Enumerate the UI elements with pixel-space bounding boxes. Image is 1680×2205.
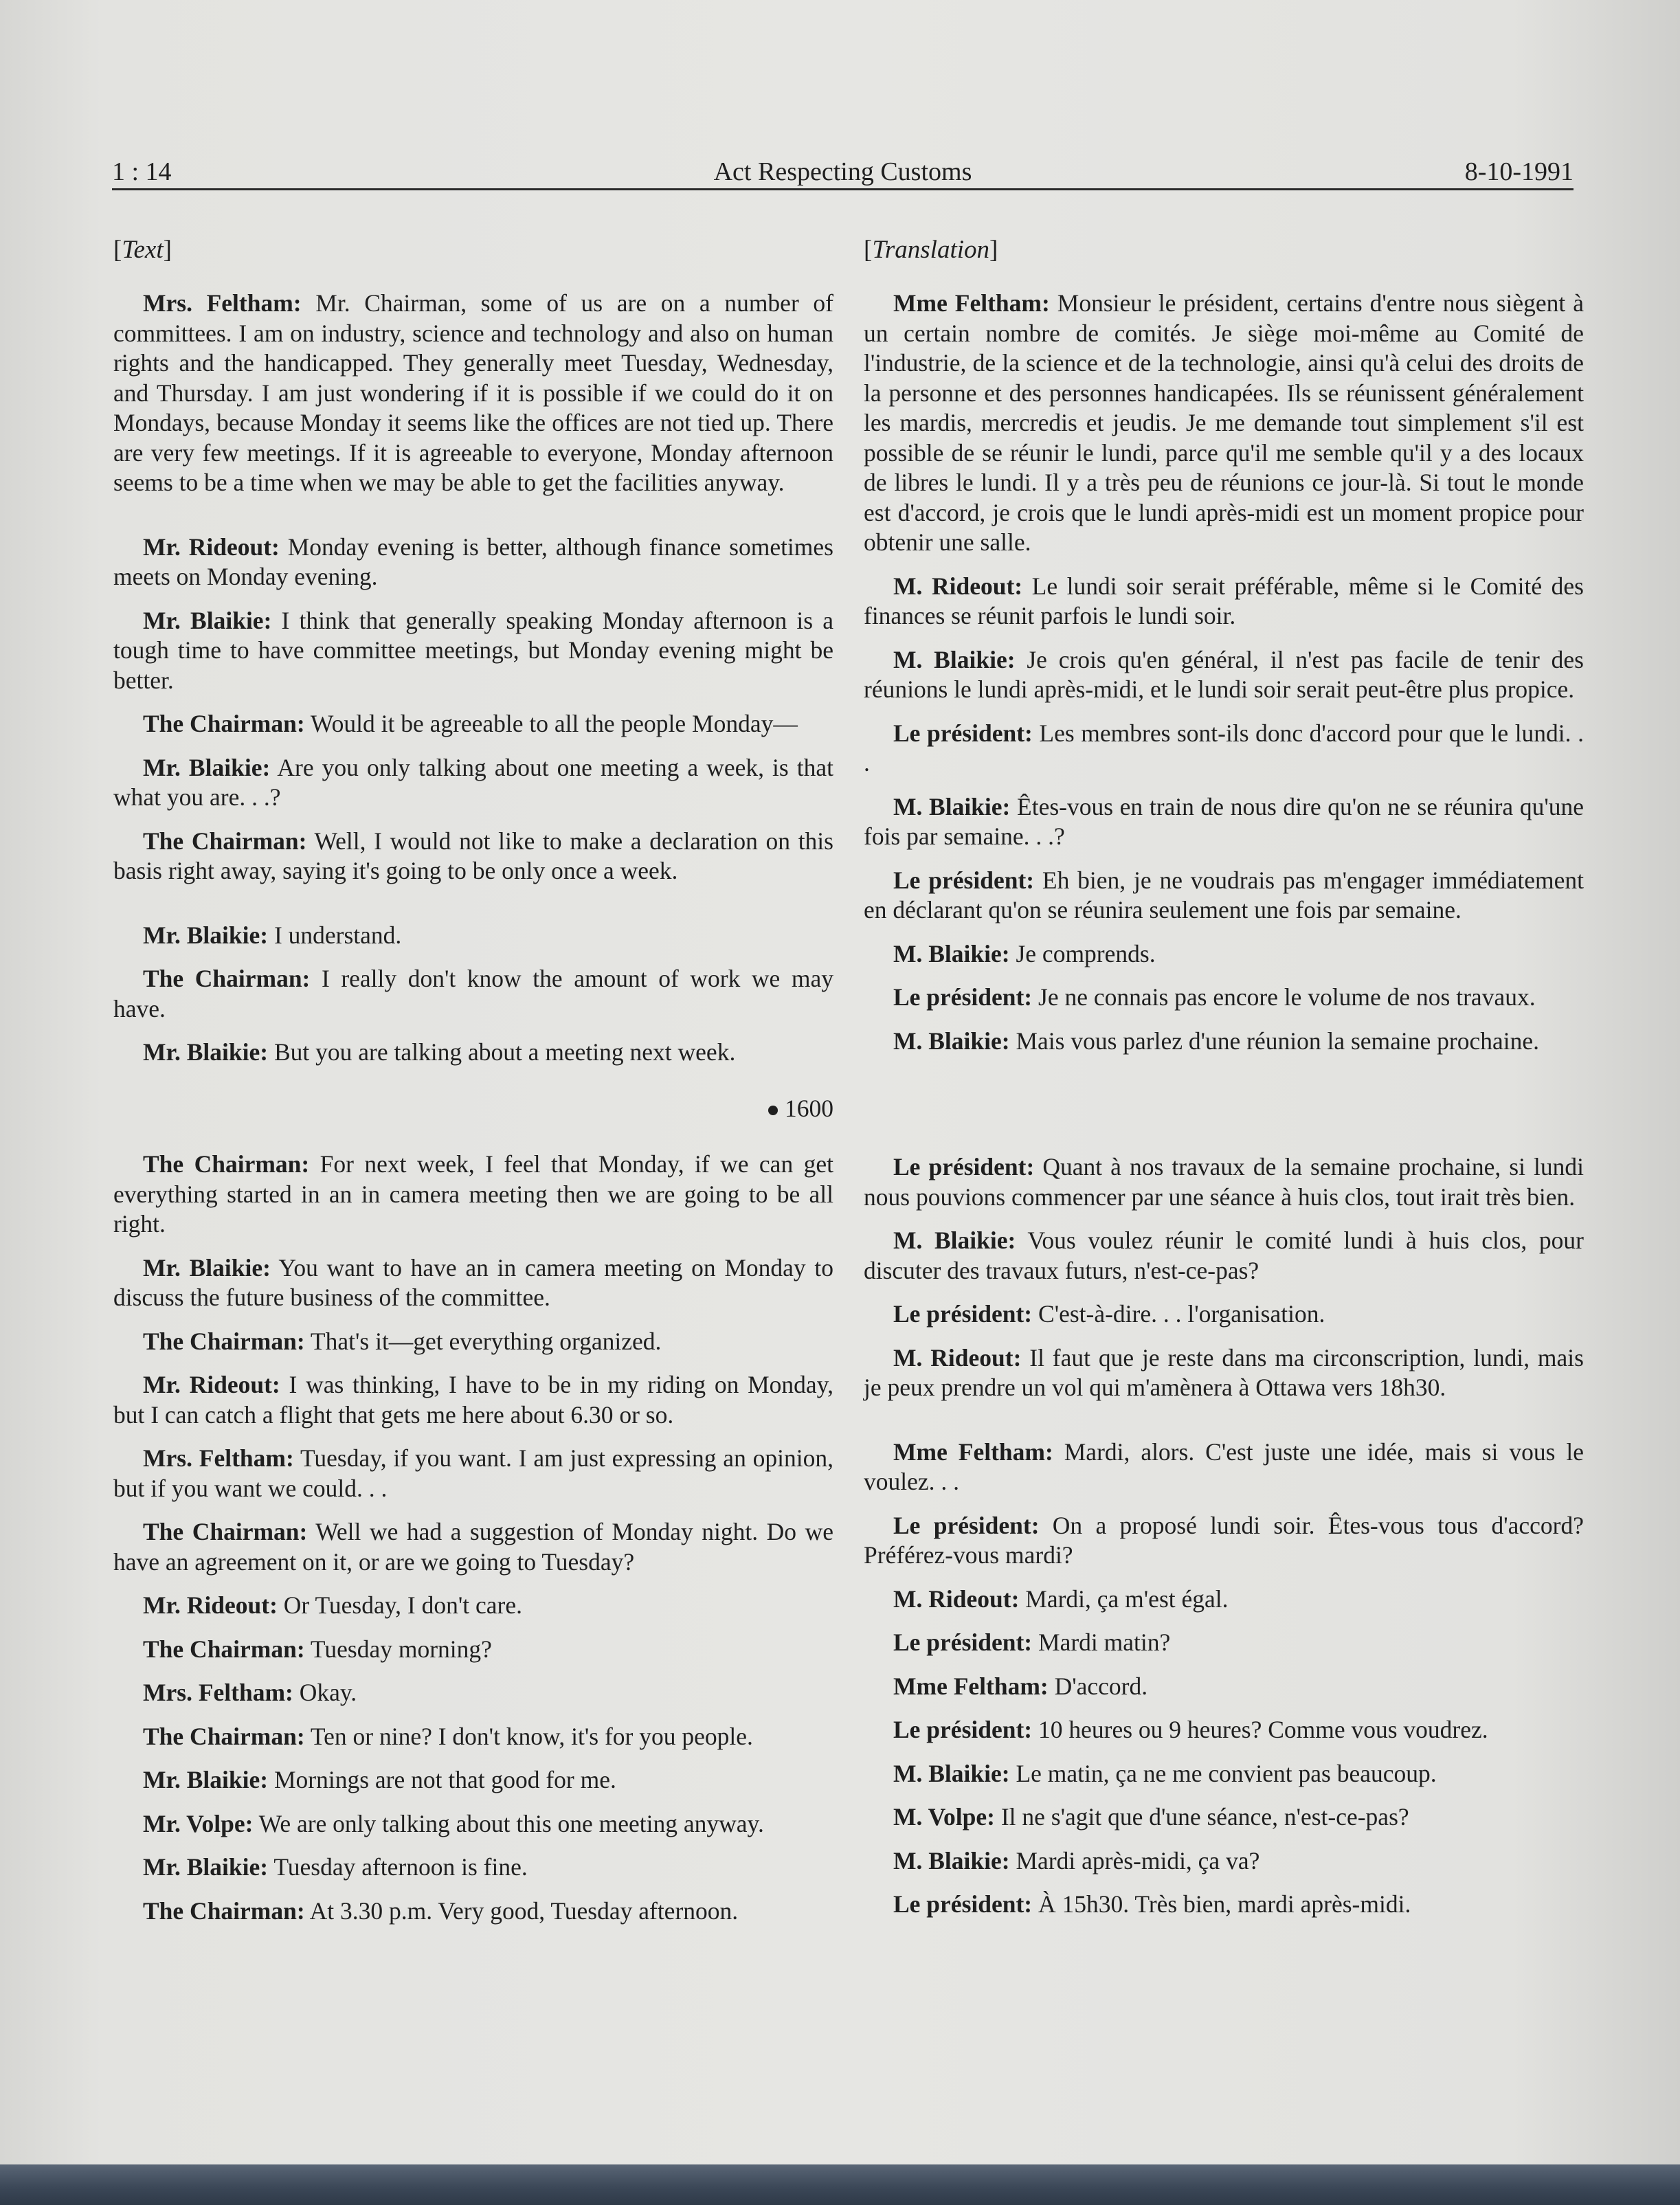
speech-paragraph: Mr. Rideout: I was thinking, I have to be in my riding on Monday, but I can catch a flight that gets me here about 6.30 or so. xyxy=(113,1371,833,1429)
speech-paragraph: The Chairman: Ten or nine? I don't know, it's for you people. xyxy=(143,1722,753,1750)
speech-paragraph: Mrs. Feltham: Okay. xyxy=(143,1679,357,1706)
speech-paragraph: The Chairman: Would it be agreeable to all the people Monday— xyxy=(143,710,798,737)
page-header xyxy=(112,153,1573,191)
book-binding-edge xyxy=(0,2164,1680,2205)
speech-paragraph: Mr. Blaikie: Are you only talking about one meeting a week, is that what you are. . .? xyxy=(113,753,834,811)
speech-paragraph: The Chairman: I really don't know the amount of work we may have. xyxy=(113,965,833,1022)
speech-paragraph: Mme Feltham: Mardi, alors. C'est juste une idée, mais si vous le voulez. . . xyxy=(864,1437,1584,1495)
speech-paragraph: Mr. Rideout: Or Tuesday, I don't care. xyxy=(143,1591,522,1619)
speech-paragraph: M. Blaikie: Je comprends. xyxy=(893,939,1156,967)
header-date: 8-10-1991 xyxy=(1464,157,1573,186)
time-marker: 1600 xyxy=(113,1094,833,1124)
speech-paragraph: M. Blaikie: Mais vous parlez d'une réunion la semaine prochaine. xyxy=(893,1027,1539,1055)
header-rule xyxy=(112,188,1573,190)
speech-paragraph: Le président: Mardi matin? xyxy=(893,1628,1171,1656)
speech-paragraph: Le président: Je ne connais pas encore le volume de nos travaux. xyxy=(893,983,1536,1011)
speech-paragraph: The Chairman: For next week, I feel that Monday, if we can get everything started in an in camera meeting then we are going to be all right. xyxy=(113,1150,833,1238)
speech-paragraph: Le président: À 15h30. Très bien, mardi après-midi. xyxy=(893,1890,1411,1918)
speech-paragraph: Le président: On a proposé lundi soir. Êtes-vous tous d'accord? Préférez-vous mardi? xyxy=(864,1511,1584,1569)
speech-paragraph: Mr. Rideout: Monday evening is better, although finance sometimes meets on Monday evening. xyxy=(113,533,833,590)
speech-paragraph: Mr. Blaikie: I understand. xyxy=(143,921,402,949)
english-column xyxy=(113,234,833,1940)
speech-paragraph: Mrs. Feltham: Tuesday, if you want. I am just expressing an opinion, but if you want we could. . . xyxy=(113,1444,833,1502)
speech-paragraph: Le président: Les membres sont-ils donc d'accord pour que le lundi. . . xyxy=(864,719,1584,776)
page-number: 1 : 14 xyxy=(112,157,172,186)
speech-paragraph: Le président: 10 heures ou 9 heures? Comme vous voudrez. xyxy=(893,1716,1488,1743)
speech-paragraph: The Chairman: At 3.30 p.m. Very good, Tuesday afternoon. xyxy=(143,1896,739,1925)
speech-paragraph: M. Volpe: Il ne s'agit que d'une séance, n'est-ce-pas? xyxy=(893,1803,1409,1831)
bullet-icon xyxy=(768,1106,778,1115)
speech-paragraph: Mme Feltham: Monsieur le président, certains d'entre nous siègent à un certain nombre de comités. Je siège moi-même au Comité de l'industrie, de la science et de la technologie, ainsi qu'à celui des droits de la personne et des personnes handicapées. Ils se réunissent généralement les mardis, mercredis et jeudis. Je me demande tout simplement s'il est possible de se réunir le lundi, parce qu'il me semble qu'il y a des locaux de libres le lundi. Il y a très peu de réunions ce jour-là. Si tout le monde est d'accord, je crois que le lundi après-midi est un moment propice pour obtenir une salle. xyxy=(864,289,1584,556)
speech-paragraph: Mrs. Feltham: Mr. Chairman, some of us are on a number of committees. I am on industry, science and technology and also on human rights and the handicapped. They generally meet Tuesday, Wednesday, and Thursday. I am just wondering if it is possible if we could do it on Mondays, because Monday it seems like the offices are not tied up. There are very few meetings. If it is agreeable to everyone, Monday afternoon seems to be a time when we may be able to get the facilities anyway. xyxy=(113,289,833,496)
speech-paragraph: Mr. Blaikie: Tuesday afternoon is fine. xyxy=(143,1853,528,1881)
column-label: [Text] xyxy=(113,236,172,264)
speech-paragraph: Le président: Quant à nos travaux de la semaine prochaine, si lundi nous pouvions commencer par une séance à huis clos, tout irait très bien. xyxy=(864,1153,1584,1211)
speech-paragraph: M. Rideout: Il faut que je reste dans ma circonscription, lundi, mais je peux prendre un vol qui m'amènera à Ottawa vers 18h30. xyxy=(864,1343,1584,1401)
speech-paragraph: M. Rideout: Le lundi soir serait préférable, même si le Comité des finances se réunit parfois le lundi soir. xyxy=(864,572,1584,629)
speech-paragraph: Le président: Eh bien, je ne voudrais pas m'engager immédiatement en déclarant qu'on se réunira seulement une fois par semaine. xyxy=(864,866,1584,924)
speech-paragraph: M. Blaikie: Êtes-vous en train de nous dire qu'on ne se réunira qu'une fois par semaine. . .? xyxy=(864,792,1584,850)
speech-paragraph: M. Blaikie: Je crois qu'en général, il n'est pas facile de tenir des réunions le lundi après-midi, et le lundi soir serait peut-être plus propice. xyxy=(864,645,1584,703)
speech-paragraph: M. Rideout: Mardi, ça m'est égal. xyxy=(893,1585,1229,1613)
speech-paragraph: M. Blaikie: Le matin, ça ne me convient pas beaucoup. xyxy=(893,1759,1437,1787)
speech-paragraph: Mr. Blaikie: But you are talking about a meeting next week. xyxy=(143,1038,736,1066)
speech-paragraph: The Chairman: Well, I would not like to make a declaration on this basis right away, saying it's going to be only once a week. xyxy=(113,827,833,884)
speech-paragraph: M. Blaikie: Vous voulez réunir le comité lundi à huis clos, pour discuter des travaux futurs, n'est-ce-pas? xyxy=(864,1227,1584,1284)
speech-paragraph: Mr. Blaikie: You want to have an in camera meeting on Monday to discuss the future business of the committee. xyxy=(113,1253,833,1311)
speech-paragraph: The Chairman: Well we had a suggestion of Monday night. Do we have an agreement on it, or are we going to Tuesday? xyxy=(113,1518,833,1576)
speech-paragraph: Le président: C'est-à-dire. . . l'organisation. xyxy=(893,1300,1325,1328)
speech-paragraph: The Chairman: Tuesday morning? xyxy=(143,1635,492,1663)
speech-paragraph: M. Blaikie: Mardi après-midi, ça va? xyxy=(893,1846,1260,1874)
speech-paragraph: Mr. Blaikie: Mornings are not that good for me. xyxy=(143,1766,616,1793)
speech-paragraph: Mr. Volpe: We are only talking about this one meeting anyway. xyxy=(143,1809,764,1837)
column-label: [Translation] xyxy=(864,236,998,264)
speech-paragraph: Mr. Blaikie: I think that generally speaking Monday afternoon is a tough time to have committee meetings, but Monday evening might be better. xyxy=(113,606,833,694)
speech-paragraph: Mme Feltham: D'accord. xyxy=(893,1672,1148,1700)
speech-paragraph: The Chairman: That's it—get everything organized. xyxy=(143,1327,662,1355)
running-title: Act Respecting Customs xyxy=(713,157,972,186)
french-column xyxy=(864,234,1584,1934)
